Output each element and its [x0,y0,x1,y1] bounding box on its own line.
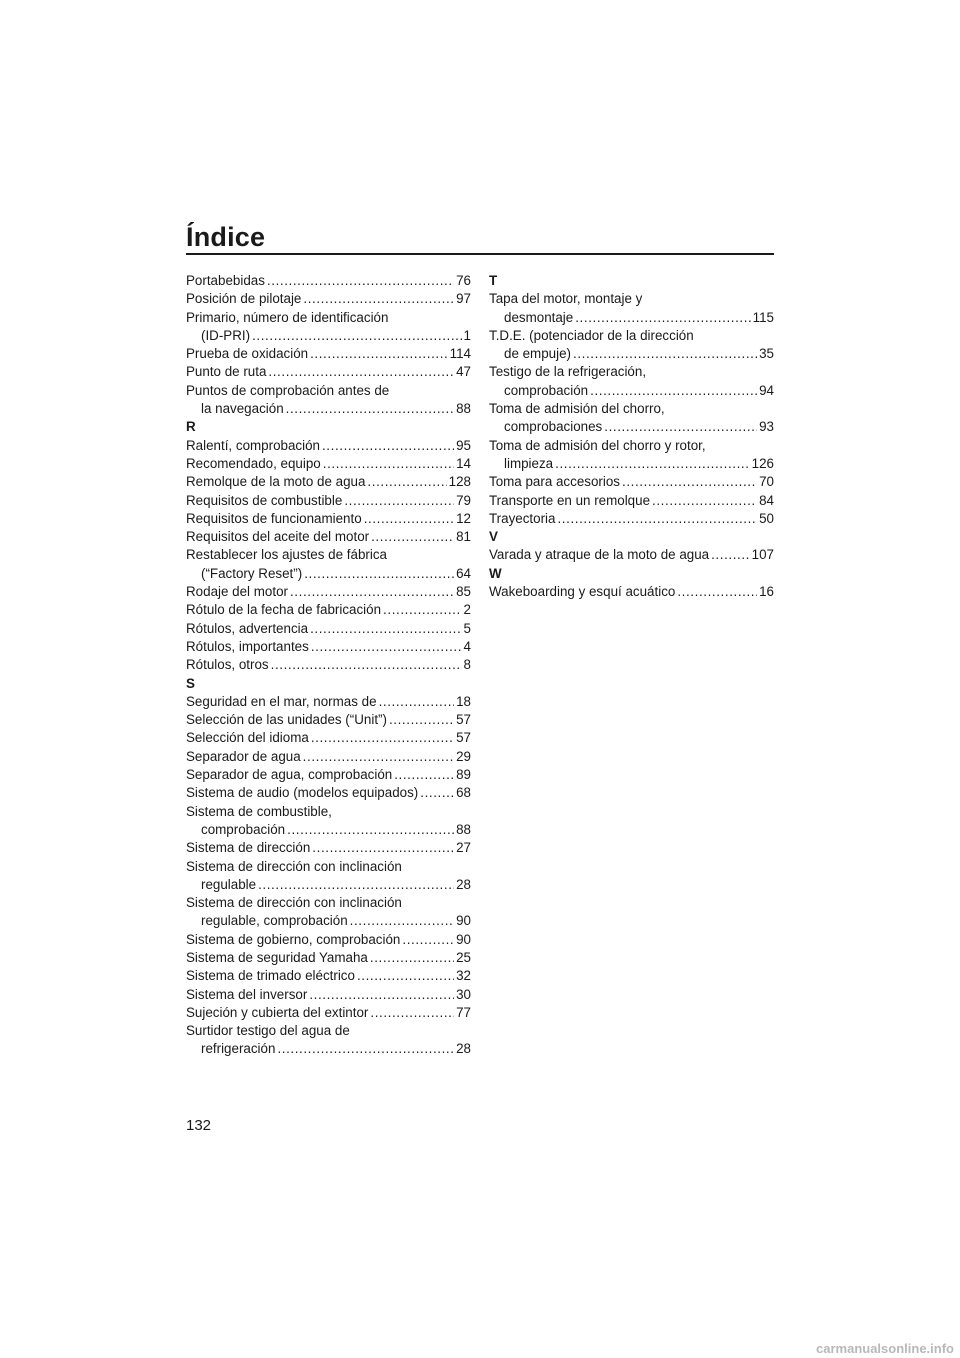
index-entry-line-with-page [186,1040,471,1058]
index-page-ref: 77 [456,1004,471,1020]
dot-leader [652,492,757,510]
index-entry [489,400,774,437]
index-letter-heading: T [489,273,498,288]
dot-leader [303,290,454,308]
dot-leader [557,510,757,528]
index-entry-line-with-page [186,272,471,290]
dot-leader [402,931,454,949]
index-entry [186,784,471,802]
index-page-ref: 57 [456,712,471,728]
index-page-ref: 128 [448,474,471,490]
dot-leader [323,455,454,473]
index-entry-text: Sistema del inversor [186,986,308,1002]
index-page-ref: 85 [456,584,471,600]
page-number: 132 [186,1117,212,1134]
index-entry-text: Transporte en un remolque [489,492,651,508]
index-entry-text: refrigeración [201,1041,276,1057]
index-entry [186,967,471,985]
index-entry-text: Portabebidas [186,273,265,288]
index-page-ref: 95 [456,437,471,453]
index-entry-line [186,546,471,564]
index-entry-text: Separador de agua, comprobación [186,767,393,783]
index-entry [186,1022,471,1059]
index-entry [489,583,774,601]
dot-leader [309,986,454,1004]
index-entry [186,729,471,747]
index-entry-text: Rodaje del motor [186,584,288,600]
index-entry-text: Punto de ruta [186,364,267,380]
dot-leader [383,601,462,619]
index-page-ref: 126 [751,455,774,471]
dot-leader [555,455,750,473]
index-entry-line [489,290,774,308]
dot-leader [370,1004,454,1022]
dot-leader [367,473,446,491]
index-entry-line-with-page [489,382,774,400]
index-page-ref: 70 [759,474,774,490]
index-entry [186,693,471,711]
index-entry-text: Restablecer los ajustes de fábrica [186,547,387,563]
index-entry-line-with-page [186,839,471,857]
index-entry [186,309,471,346]
index-entry-line-with-page [186,931,471,949]
index-entry-text: Varada y atraque de la moto de agua [489,547,710,563]
index-entry-text: Rótulos, importantes [186,638,309,654]
index-entry-text: T.D.E. (potenciador de la dirección [489,327,694,343]
index-entry-text: regulable [201,876,257,892]
index-page-ref: 81 [456,529,471,545]
index-entry-text: Rótulo de la fecha de fabricación [186,602,382,618]
index-entry-line [186,858,471,876]
index-entry-text: Separador de agua [186,748,301,764]
index-entry-line-with-page [186,620,471,638]
index-entry-text: Rótulos, otros [186,657,269,673]
index-entry [186,583,471,601]
dot-leader [277,1040,454,1058]
index-entry-text: Trayectoria [489,510,556,526]
index-entry [489,363,774,400]
index-page-ref: 35 [759,346,774,362]
index-entry-line-with-page [186,711,471,729]
index-entry-text: Recomendado, equipo [186,455,321,471]
index-entry [186,894,471,931]
dot-leader [364,510,454,528]
index-entry-text: Puntos de comprobación antes de [186,382,390,398]
index-page-ref: 57 [456,730,471,746]
index-entry-line-with-page [186,345,471,363]
index-entry-text: Rótulos, advertencia [186,620,309,636]
index-entry-line-with-page [489,309,774,327]
index-entry-line-with-page [186,437,471,455]
index-entry-text: Testigo de la refrigeración, [489,364,647,380]
index-entry-text: Sujeción y cubierta del extintor [186,1004,369,1020]
index-entry-text: Sistema de gobierno, comprobación [186,931,401,947]
dot-leader [258,876,454,894]
index-page-ref: 68 [456,785,471,801]
index-entry [186,382,471,419]
dot-leader [575,309,750,327]
dot-leader [604,418,757,436]
dot-leader [420,784,454,802]
index-entry-line-with-page [186,601,471,619]
index-entry-line-with-page [186,784,471,802]
index-page-ref: 16 [759,584,774,600]
index-page-ref: 12 [456,510,471,526]
index-entry [186,272,471,290]
index-entry-line [489,400,774,418]
index-entry [186,437,471,455]
index-page-ref: 88 [456,401,471,417]
index-entry-line-with-page [186,949,471,967]
index-entry [186,546,471,583]
dot-leader [677,583,757,601]
index-entry-line-with-page [186,986,471,1004]
index-entry-line-with-page [489,510,774,528]
index-entry-text: la navegación [201,401,284,417]
index-page-ref: 4 [463,638,471,654]
index-entry-line-with-page [186,473,471,491]
index-entry-text: comprobaciones [504,419,603,435]
index-entry [186,711,471,729]
dot-leader [344,492,454,510]
index-page-ref: 89 [456,767,471,783]
dot-leader [268,363,454,381]
index-letter-heading: W [489,565,502,581]
dot-leader [573,345,757,363]
index-entry-line [186,894,471,912]
index-entry [489,492,774,510]
index-page-ref: 28 [456,1041,471,1057]
index-letter-heading: S [186,675,195,691]
index-page-ref: 32 [456,968,471,984]
index-entry-text: Ralentí, comprobación [186,437,320,453]
index-entry-text: Sistema de dirección con inclinación [186,895,402,911]
index-entry-text: Sistema de seguridad Yamaha [186,949,368,965]
dot-leader [310,620,461,638]
dot-leader [711,546,750,564]
dot-leader [311,729,454,747]
index-entry-text: Selección de las unidades (“Unit”) [186,712,387,728]
index-entry-text: Primario, número de identificación [186,309,389,325]
index-entry [186,858,471,895]
index-entry-line [489,437,774,455]
index-page-ref: 90 [456,931,471,947]
index-entry-text: (ID-PRI) [201,327,251,343]
index-entry-line-with-page [489,546,774,564]
dot-leader [303,748,454,766]
dot-leader [304,565,454,583]
index-entry-line-with-page [489,455,774,473]
index-entry-line-with-page [186,455,471,473]
index-page-ref: 84 [759,492,774,508]
index-page-ref: 29 [456,748,471,764]
index-entry [489,510,774,528]
index-entry-line-with-page [186,748,471,766]
index-page-ref: 94 [759,382,774,398]
index-entry-text: Tapa del motor, montaje y [489,291,643,307]
index-entry [186,748,471,766]
index-entry-text: Sistema de dirección con inclinación [186,858,402,874]
index-page-ref: 64 [456,565,471,581]
index-entry-line-with-page [186,876,471,894]
index-entry-text: Posición de pilotaje [186,291,302,307]
index-entry-text: Surtidor testigo del agua de [186,1023,350,1039]
dot-leader [312,839,454,857]
index-entry-line [186,803,471,821]
index-entry-text: regulable, comprobación [201,913,348,929]
index-entry-line-with-page [186,363,471,381]
index-page-ref: 5 [463,620,471,636]
index-entry-text: Toma de admisión del chorro y rotor, [489,437,706,453]
dot-leader [394,766,454,784]
index-entry-text: Wakeboarding y esquí acuático [489,584,676,600]
index-page-ref: 79 [456,492,471,508]
index-entry-line-with-page [489,345,774,363]
index-entry-line-with-page [186,583,471,601]
index-entry-text: Requisitos de funcionamiento [186,510,362,526]
index-entry-line-with-page [186,693,471,711]
index-entry [489,546,774,564]
index-letter-heading: R [186,419,196,435]
index-entry-text: desmontaje [504,309,574,325]
index-entry [186,601,471,619]
index-entry [186,363,471,381]
index-page-ref: 107 [751,547,774,563]
index-entry [186,528,471,546]
index-entry [186,803,471,840]
index-entry [186,492,471,510]
index-page-ref: 93 [759,419,774,435]
index-page-ref: 25 [456,949,471,965]
index-entry [186,766,471,784]
index-entry-text: limpieza [504,455,554,471]
index-entry-line-with-page [186,1004,471,1022]
index-page-ref: 30 [456,986,471,1002]
index-entry-text: Requisitos del aceite del motor [186,529,370,545]
index-entry-text: Prueba de oxidación [186,346,309,362]
dot-leader [311,638,462,656]
index-entry-line-with-page [186,528,471,546]
index-entry-text: comprobación [504,382,589,398]
index-entry-line [186,309,471,327]
index-entry-text: Sistema de audio (modelos equipados) [186,785,419,801]
dot-leader [271,656,462,674]
index-page-ref: 1 [463,327,471,343]
dot-leader [590,382,757,400]
title-rule [186,253,774,255]
index-entry-line-with-page [186,729,471,747]
index-entry-text: Seguridad en el mar, normas de [186,693,377,709]
index-entry-line [186,1022,471,1040]
index-entry [186,290,471,308]
index-page-ref: 47 [456,364,471,380]
index-page-ref: 97 [456,291,471,307]
dot-leader [379,693,455,711]
dot-leader [290,583,454,601]
dot-leader [370,949,454,967]
index-entry-text: Requisitos de combustible [186,492,343,508]
index-entry [186,638,471,656]
index-entry-line-with-page [186,821,471,839]
index-entry [489,327,774,364]
dot-leader [357,967,454,985]
index-entry [186,656,471,674]
index-page-ref: 14 [456,455,471,471]
index-letter-heading: V [489,529,498,545]
index-entry [186,986,471,1004]
dot-leader [371,528,454,546]
index-page-ref: 115 [752,309,774,325]
index-entry [186,620,471,638]
index-entry [186,455,471,473]
index-entry [489,290,774,327]
index-page-ref: 18 [456,693,471,709]
dot-leader [350,912,454,930]
dot-leader [267,272,454,290]
index-page-ref: 90 [456,913,471,929]
index-entry-line-with-page [489,418,774,436]
dot-leader [286,400,454,418]
index-entry-text: comprobación [201,821,286,837]
index-entry-text: Selección del idioma [186,730,309,746]
index-entry-text: Sistema de dirección [186,840,311,856]
index-entry-line-with-page [186,400,471,418]
index-entry [186,345,471,363]
index-entry [489,437,774,474]
index-entry-line-with-page [186,565,471,583]
index-entry [186,473,471,491]
dot-leader [310,345,448,363]
index-entry [186,839,471,857]
index-column-right [489,272,774,601]
index-entry [186,949,471,967]
index-entry-text: Toma para accesorios [489,474,620,490]
index-entry-line-with-page [186,638,471,656]
index-entry-line-with-page [186,967,471,985]
dot-leader [322,437,454,455]
index-entry [186,1004,471,1022]
index-entry-text: (“Factory Reset”) [201,565,303,581]
index-page-ref: 114 [449,346,471,362]
index-entry-line-with-page [489,492,774,510]
index-entry-text: de empuje) [504,346,571,362]
dot-leader [622,473,757,491]
dot-leader [252,327,461,345]
index-entry-line-with-page [489,583,774,601]
index-entry-line-with-page [186,766,471,784]
index-entry-line-with-page [186,656,471,674]
watermark-logo: carmanualsonline.info [816,1341,954,1356]
index-column-left [186,272,471,1059]
index-entry-line-with-page [489,473,774,491]
index-entry-line [489,363,774,381]
page-title: Índice [186,222,266,252]
index-entry-line-with-page [186,327,471,345]
index-page-ref: 8 [463,657,471,673]
index-entry-text: Sistema de trimado eléctrico [186,968,355,984]
index-page-ref: 88 [456,821,471,837]
index-page-ref: 76 [456,273,471,288]
index-entry-line-with-page [186,492,471,510]
index-entry-line-with-page [186,912,471,930]
index-entry-line-with-page [186,290,471,308]
index-entry [186,510,471,528]
index-page-ref: 2 [463,602,471,618]
index-entry-text: Sistema de combustible, [186,803,332,819]
index-entry [186,931,471,949]
index-entry-text: Toma de admisión del chorro, [489,401,665,417]
index-entry-line-with-page [186,510,471,528]
dot-leader [287,821,454,839]
index-page-ref: 28 [456,876,471,892]
dot-leader [389,711,454,729]
index-entry-text: Remolque de la moto de agua [186,474,366,490]
index-page-ref: 27 [456,840,471,856]
index-entry-line [186,382,471,400]
index-entry-line [489,327,774,345]
index-entry [489,473,774,491]
index-page-ref: 50 [759,510,774,526]
